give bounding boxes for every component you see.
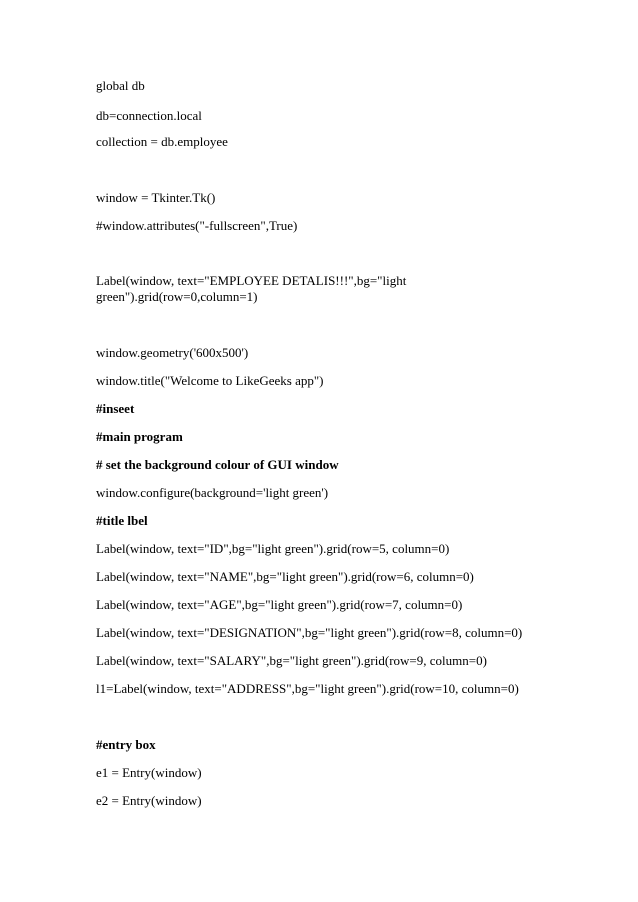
code-line-window-title: window.title("Welcome to LikeGeeks app") <box>96 373 324 388</box>
code-line-label-salary: Label(window, text="SALARY",bg="light green").grid(row=9, column=0) <box>96 653 487 668</box>
code-line-entry-e2: e2 = Entry(window) <box>96 793 202 808</box>
code-line-label-designation: Label(window, text="DESIGNATION",bg="light green").grid(row=8, column=0) <box>96 625 523 640</box>
code-line-global-db: global db <box>96 78 145 93</box>
code-line-label-address: l1=Label(window, text="ADDRESS",bg="light green").grid(row=10, column=0) <box>96 681 519 696</box>
code-comment-background: # set the background colour of GUI window <box>96 457 339 472</box>
code-line-title-label: Label(window, text="EMPLOYEE DETALIS!!!",bg="light green").grid(row=0,column=1) <box>96 273 407 304</box>
code-line-label-id: Label(window, text="ID",bg="light green").grid(row=5, column=0) <box>96 541 450 556</box>
code-comment-title-label: #title lbel <box>96 513 148 528</box>
code-line-collection: collection = db.employee <box>96 134 228 149</box>
code-comment-main-program: #main program <box>96 429 183 444</box>
code-line-label-name: Label(window, text="NAME",bg="light green").grid(row=6, column=0) <box>96 569 474 584</box>
code-line-window-configure: window.configure(background='light green') <box>96 485 329 500</box>
code-line-window-tk: window = Tkinter.Tk() <box>96 190 216 205</box>
code-comment-entry-box: #entry box <box>96 737 156 752</box>
code-line-window-attributes: #window.attributes("-fullscreen",True) <box>96 218 298 233</box>
code-line-window-geometry: window.geometry('600x500') <box>96 345 249 360</box>
code-line-label-age: Label(window, text="AGE",bg="light green").grid(row=7, column=0) <box>96 597 463 612</box>
code-comment-inseet: #inseet <box>96 401 135 416</box>
code-line-entry-e1: e1 = Entry(window) <box>96 765 202 780</box>
code-line-db-connection: db=connection.local <box>96 108 202 123</box>
